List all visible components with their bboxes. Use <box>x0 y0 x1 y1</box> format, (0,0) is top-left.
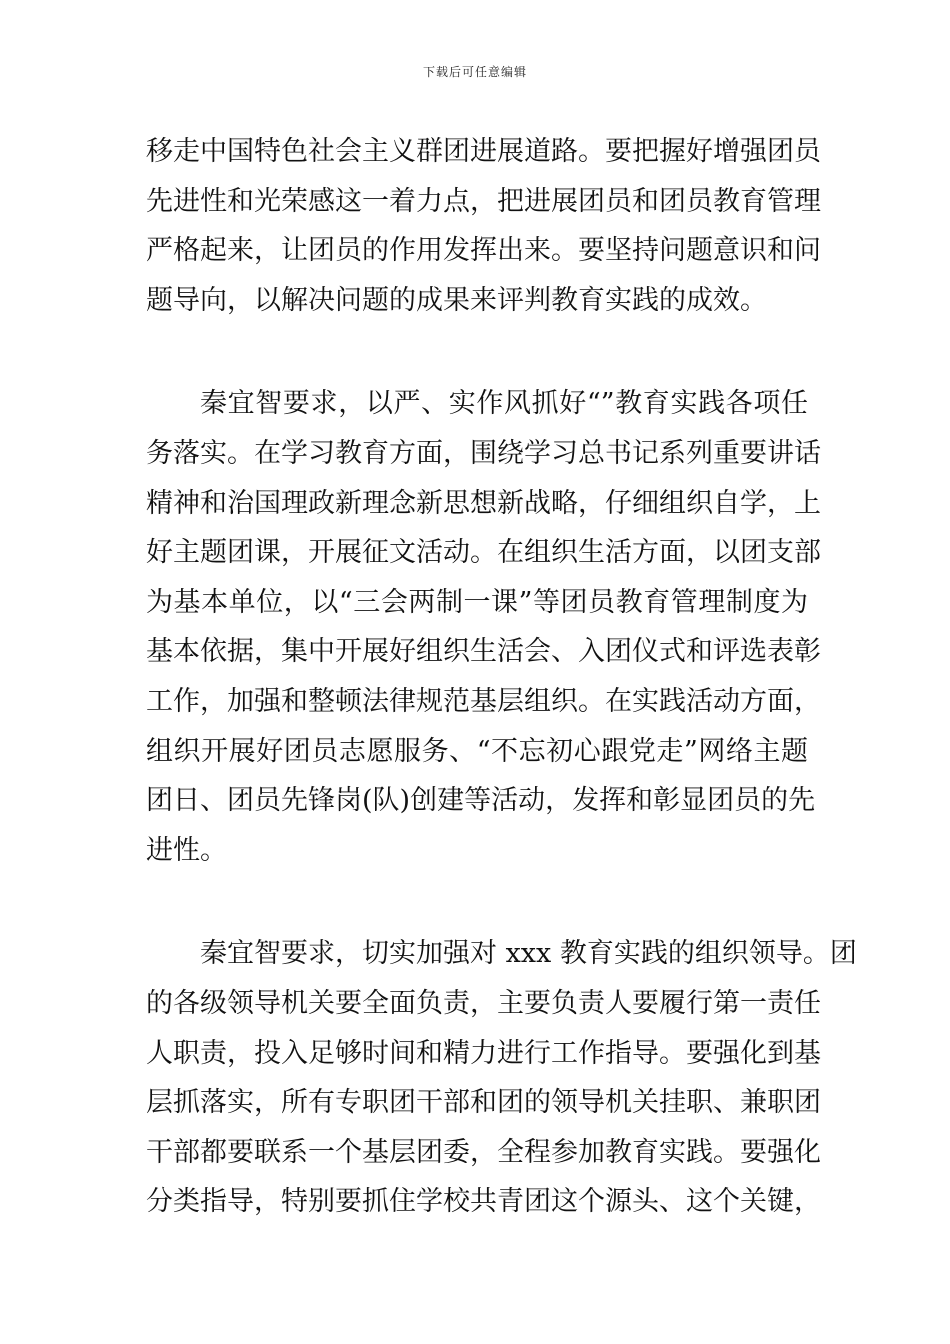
document-body <box>146 127 857 1281</box>
text-line: 先进性和光荣感这一着力点，把进展团员和团员教育管理 <box>146 185 821 217</box>
text-line: 基本依据，集中开展好组织生活会、入团仪式和评选表彰 <box>146 636 821 668</box>
text-line: 层抓落实，所有专职团干部和团的领导机关挂职、兼职团 <box>146 1087 821 1119</box>
text-line: 的各级领导机关要全面负责，主要负责人要履行第一责任 <box>146 987 821 1019</box>
text-line: 进性。 <box>146 834 227 866</box>
text-line: 秦宜智要求，切实加强对 xxx 教育实践的组织领导。团 <box>200 938 857 970</box>
text-line: 团日、团员先锋岗(队)创建等活动，发挥和彰显团员的先 <box>146 785 816 817</box>
text-line: 务落实。在学习教育方面，围绕学习总书记系列重要讲话 <box>146 437 821 469</box>
paragraph-3 <box>146 929 857 1227</box>
text-line: 秦宜智要求，以严、实作风抓好“”教育实践各项任 <box>200 388 808 420</box>
paragraph-2 <box>146 379 821 875</box>
text-line: 题导向，以解决问题的成果来评判教育实践的成效。 <box>146 284 767 316</box>
text-line: 好主题团课，开展征文活动。在组织生活方面，以团支部 <box>146 537 821 569</box>
text-line: 严格起来，让团员的作用发挥出来。要坚持问题意识和问 <box>146 235 821 267</box>
text-line: 人职责，投入足够时间和精力进行工作指导。要强化到基 <box>146 1037 821 1069</box>
text-line: 工作，加强和整顿法律规范基层组织。在实践活动方面， <box>146 685 821 717</box>
text-line: 分类指导，特别要抓住学校共青团这个源头、这个关键， <box>146 1186 821 1218</box>
text-line: 移走中国特色社会主义群团进展道路。要把握好增强团员 <box>146 136 821 167</box>
paragraph-1 <box>146 127 821 325</box>
text-line: 为基本单位，以“三会两制一课”等团员教育管理制度为 <box>146 586 808 618</box>
text-line: 干部都要联系一个基层团委，全程参加教育实践。要强化 <box>146 1136 821 1168</box>
text-line: 组织开展好团员志愿服务、“不忘初心跟党走”网络主题 <box>146 735 808 767</box>
page-header: 下载后可任意编辑 <box>422 65 527 79</box>
text-line: 精神和治国理政新理念新思想新战略，仔细组织自学，上 <box>146 487 821 519</box>
